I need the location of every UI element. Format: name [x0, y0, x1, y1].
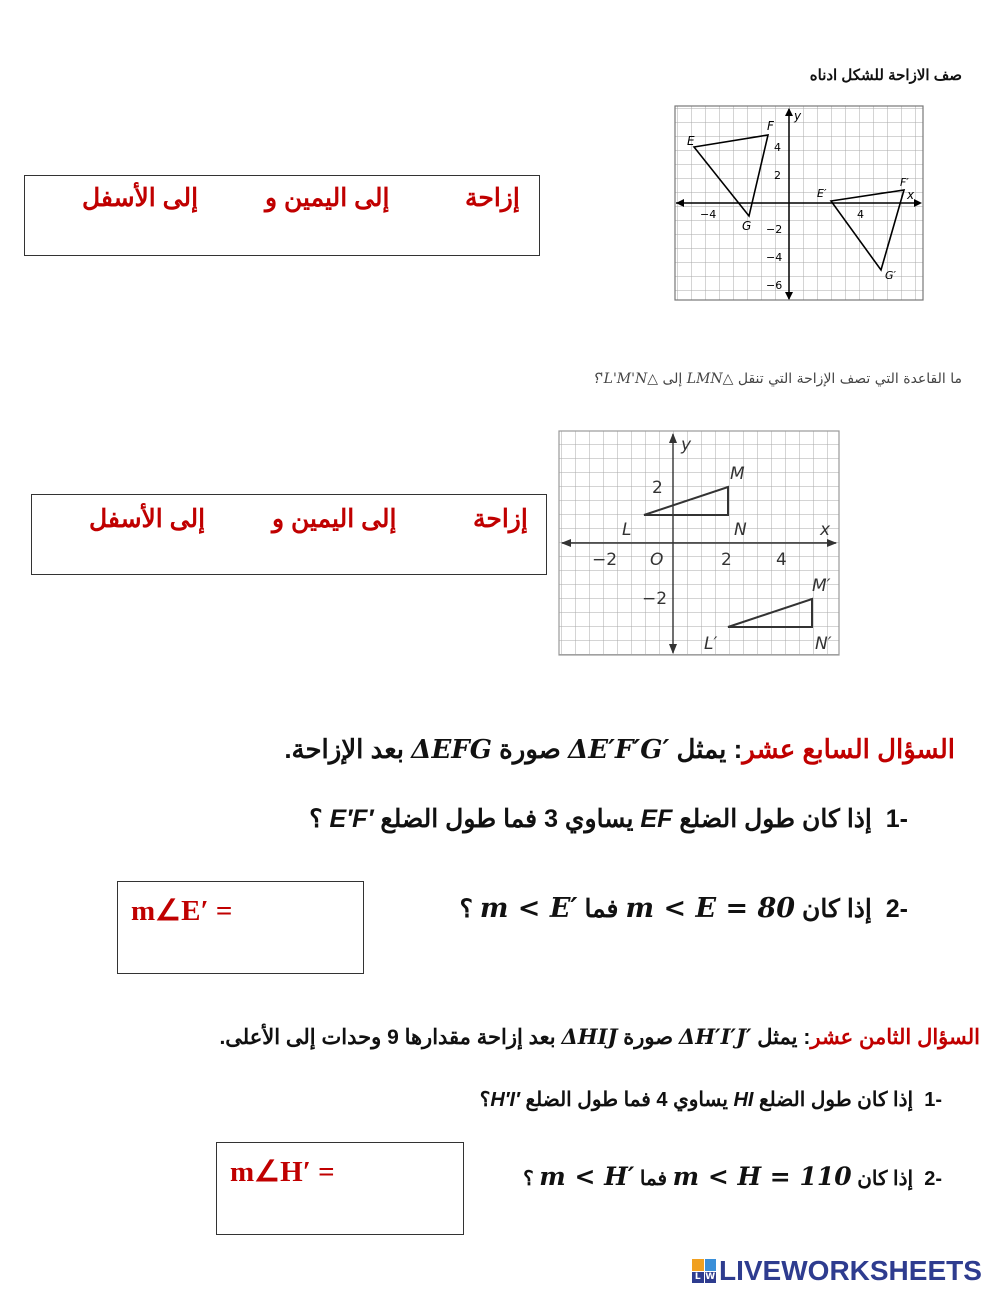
tick-y-2: 2 [652, 478, 663, 498]
q17-header: السؤال السابع عشر: يمثل ΔE′F′G′ صورة ΔEFG بعد الإزاحة. [284, 734, 955, 765]
q18-angle-label: m∠H′ = [230, 1156, 335, 1188]
tick-y-neg2: −2 [766, 223, 783, 236]
axis-label-x: x [820, 520, 831, 540]
q2-question: ما القاعدة التي تصف الإزاحة التي تنقل △LMN إلى △L'M'N'؟ [592, 371, 962, 387]
q1-answer-word-2: إلى اليمين و [265, 184, 390, 212]
tick-y-neg2: −2 [642, 589, 668, 609]
label-E-prime: E′ [817, 187, 827, 200]
label-G-prime: G′ [885, 269, 897, 282]
tick-y-2: 2 [774, 169, 781, 182]
label-M-prime: M′ [812, 576, 831, 596]
q18-item-1: -1 إذا كان طول الضلع HI يساوي 4 فما طول الضلع H′I′؟ [479, 1089, 942, 1111]
q17-title: السؤال السابع عشر [742, 734, 955, 764]
axis-label-x: x [907, 188, 915, 202]
tick-x-4: 4 [776, 550, 787, 570]
q2-coordinate-graph [558, 430, 840, 656]
label-N-prime: N′ [815, 634, 832, 654]
tick-x-4: 4 [857, 208, 864, 221]
q18-item-2: -2 إذا كان m < H = 110 فما m < H′ ؟ [523, 1162, 942, 1191]
label-L-prime: L′ [704, 634, 718, 654]
q18-title: السؤال الثامن عشر [810, 1026, 980, 1049]
tick-x-neg4: −4 [700, 208, 717, 221]
label-M: M [730, 464, 745, 484]
q17-angle-label: m∠E′ = [131, 895, 233, 927]
label-E: E [687, 134, 695, 148]
q17-item-2: -2 إذا كان m < E = 80 فما m < E′ ؟ [459, 893, 908, 924]
tick-x-neg2: −2 [592, 550, 618, 570]
q17-item-1: -1 إذا كان طول الضلع EF يساوي 3 فما طول الضلع E′F′ ؟ [309, 805, 908, 833]
q1-coordinate-graph [674, 105, 924, 301]
liveworksheets-brand: LIVEWORKSHEETS [719, 1255, 982, 1286]
label-F-prime: F′ [900, 176, 909, 189]
tick-y-neg4: −4 [766, 251, 783, 264]
tick-y-neg6: −6 [766, 279, 783, 292]
q2-answer-word-3: إلى الأسفل [89, 505, 206, 533]
label-O: O [650, 550, 664, 570]
q1-instruction: صف الازاحة للشكل ادناه [809, 67, 962, 84]
axis-label-y: y [794, 109, 802, 123]
label-L: L [622, 520, 632, 540]
q18-header: السؤال الثامن عشر: يمثل ΔH′I′J′ صورة ΔHIJ بعد إزاحة مقدارها 9 وحدات إلى الأعلى. [219, 1024, 980, 1049]
label-F: F [767, 119, 774, 133]
tick-y-4: 4 [774, 141, 781, 154]
label-G: G [742, 219, 752, 233]
liveworksheets-icon: L W [692, 1259, 716, 1283]
q1-answer-word-3: إلى الأسفل [82, 184, 199, 212]
label-N: N [734, 520, 747, 540]
q2-answer-word-1: إزاحة [473, 505, 528, 533]
liveworksheets-logo [692, 1255, 982, 1287]
q1-answer-word-1: إزاحة [465, 184, 520, 212]
q2-answer-word-2: إلى اليمين و [272, 505, 397, 533]
tick-x-2: 2 [721, 550, 732, 570]
axis-label-y: y [681, 435, 692, 455]
